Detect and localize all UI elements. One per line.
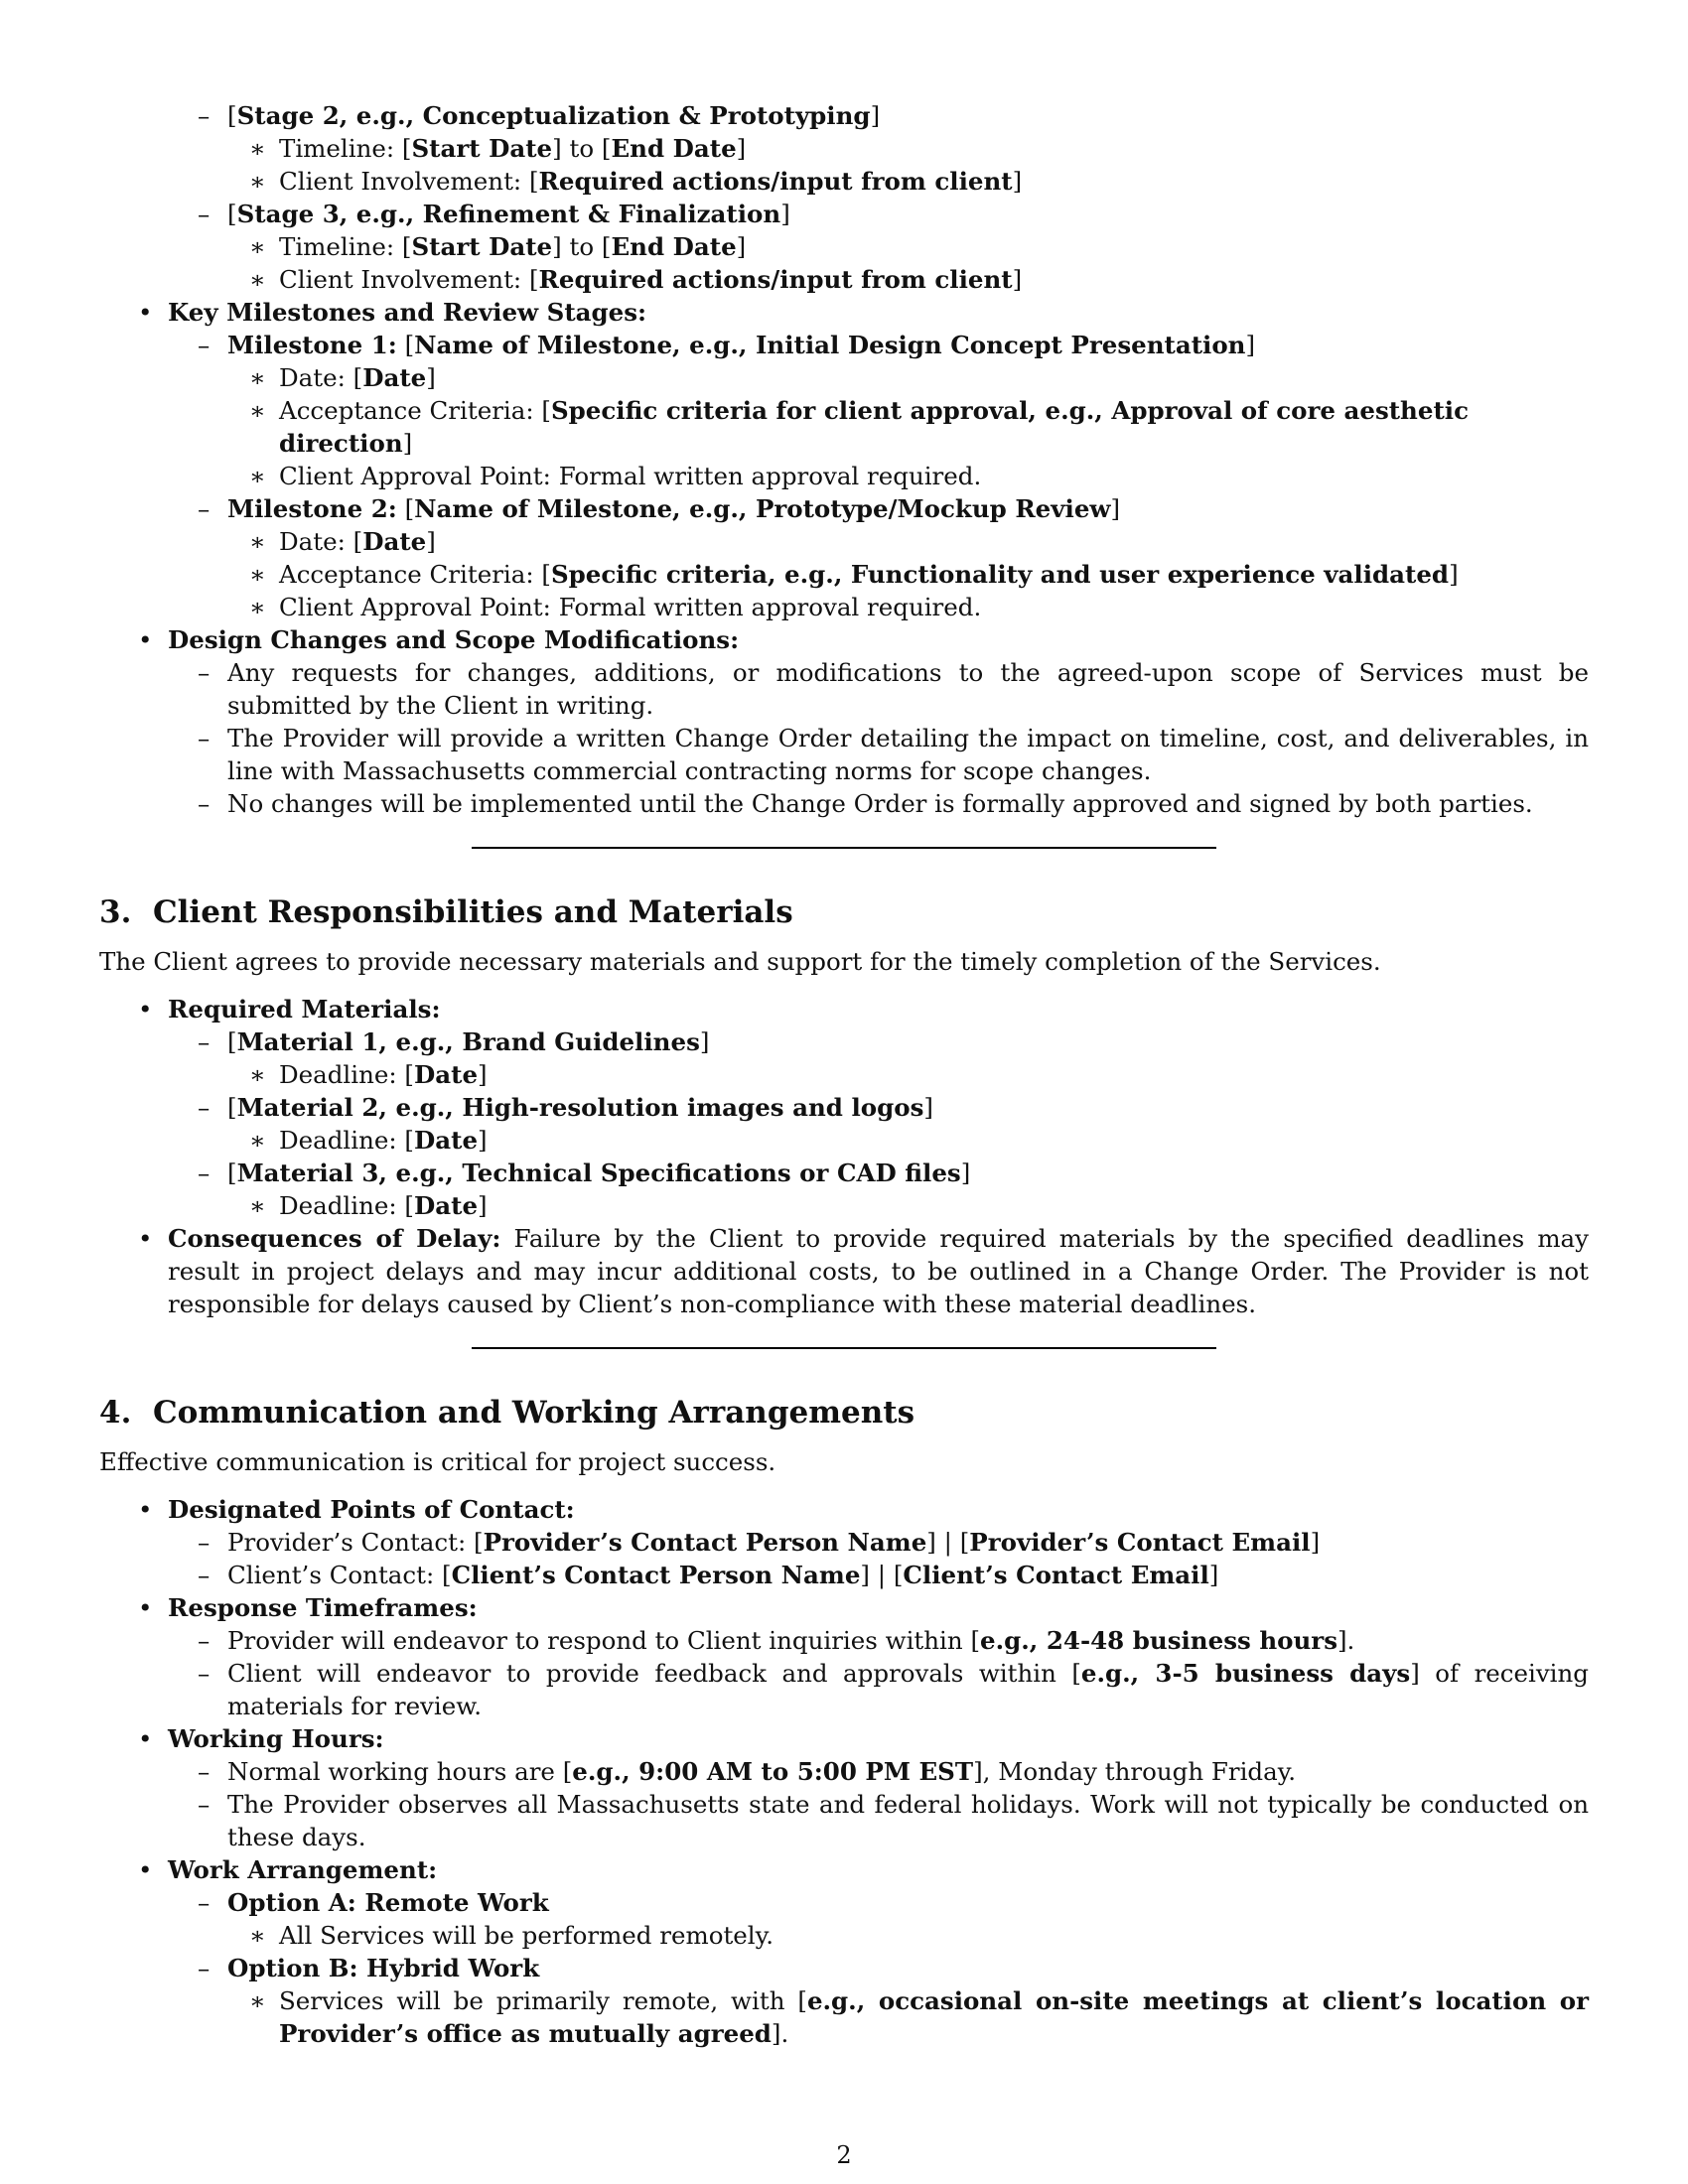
material-deadline: ∗ Deadline: [Date] xyxy=(249,1126,488,1155)
stage-item: – [Stage 2, e.g., Conceptualization & Prototyping] xyxy=(198,101,881,130)
section-4-intro: Effective communication is critical for project success. xyxy=(99,1447,776,1476)
option-b: – Option B: Hybrid Work xyxy=(198,1954,540,1982)
section-3-heading: 3. Client Responsibilities and Materials xyxy=(99,894,793,930)
response-heading: • Response Timeframes: xyxy=(138,1593,478,1622)
changes-item: – No changes will be implemented until the Change Order is formally approved and signed by both parties. xyxy=(198,789,1533,818)
option-a-text: ∗ All Services will be performed remotely. xyxy=(249,1921,774,1950)
milestone-item: – Milestone 1: [Name of Milestone, e.g., Initial Design Concept Presentation] xyxy=(198,331,1256,359)
materials-heading: • Required Materials: xyxy=(138,995,441,1024)
section-4-heading: 4. Communication and Working Arrangements xyxy=(99,1395,915,1431)
section-4-list xyxy=(99,1493,1589,2050)
material-deadline: ∗ Deadline: [Date] xyxy=(249,1191,488,1220)
stage-item: – [Stage 3, e.g., Refinement & Finalization] xyxy=(198,200,790,228)
milestone-criteria: ∗ Acceptance Criteria: [Specific criteria for client approval, e.g., Approval of core aesthetic direction] xyxy=(249,396,1469,458)
stage-timeline: ∗ Timeline: [Start Date] to [End Date] xyxy=(249,134,747,163)
page-number: 2 xyxy=(836,2141,852,2169)
section-3-intro: The Client agrees to provide necessary materials and support for the timely completion of the Services. xyxy=(99,947,1381,976)
option-b-text: ∗ Services will be primarily remote, with [e.g., occasional on-site meetings at client’s location or Provider’s office as mutually agreed]. xyxy=(249,1986,1589,2048)
milestone-date: ∗ Date: [Date] xyxy=(249,363,436,392)
response-item: – Provider will endeavor to respond to Client inquiries within [e.g., 24-48 business hours]. xyxy=(198,1626,1355,1655)
delay-consequences: • Consequences of Delay: Failure by the Client to provide required materials by the specified deadlines may result in project delays and may incur additional costs, to be outlined in a Change Order. The Provider is not responsible for delays caused by Client’s non-compliance with these material deadlines. xyxy=(138,1224,1590,1318)
changes-item: – The Provider will provide a written Change Order detailing the impact on timeline, cost, and deliverables, in line with Massachusetts commercial contracting norms for scope changes. xyxy=(198,724,1589,785)
stage-involvement: ∗ Client Involvement: [Required actions/input from client] xyxy=(249,265,1023,294)
hours-item: – Normal working hours are [e.g., 9:00 AM to 5:00 PM EST], Monday through Friday. xyxy=(198,1757,1297,1786)
material-item: – [Material 1, e.g., Brand Guidelines] xyxy=(198,1027,710,1056)
changes-item: – Any requests for changes, additions, or modifications to the agreed-upon scope of Services must be submitted by the Client in writing. xyxy=(198,658,1589,720)
milestone-approval: ∗ Client Approval Point: Formal written approval required. xyxy=(249,593,982,621)
section-divider xyxy=(472,1347,1216,1349)
milestones-heading: • Key Milestones and Review Stages: xyxy=(138,298,647,327)
document-page xyxy=(99,99,1589,2050)
hours-item: – The Provider observes all Massachusetts state and federal holidays. Work will not typically be conducted on these days. xyxy=(198,1790,1589,1851)
milestone-criteria: ∗ Acceptance Criteria: [Specific criteria, e.g., Functionality and user experience validated] xyxy=(249,560,1459,589)
stage-timeline: ∗ Timeline: [Start Date] to [End Date] xyxy=(249,232,747,261)
material-item: – [Material 2, e.g., High-resolution images and logos] xyxy=(198,1093,933,1122)
changes-heading: • Design Changes and Scope Modifications: xyxy=(138,625,740,654)
contacts-heading: • Designated Points of Contact: xyxy=(138,1495,575,1524)
response-item: – Client will endeavor to provide feedback and approvals within [e.g., 3-5 business days] of receiving materials for review. xyxy=(198,1659,1589,1720)
material-deadline: ∗ Deadline: [Date] xyxy=(249,1060,488,1089)
stage-involvement: ∗ Client Involvement: [Required actions/input from client] xyxy=(249,167,1023,196)
client-contact: – Client’s Contact: [Client’s Contact Person Name] | [Client’s Contact Email] xyxy=(198,1561,1219,1589)
milestone-item: – Milestone 2: [Name of Milestone, e.g., Prototype/Mockup Review] xyxy=(198,494,1121,523)
material-item: – [Material 3, e.g., Technical Specifications or CAD files] xyxy=(198,1159,971,1187)
provider-contact: – Provider’s Contact: [Provider’s Contact Person Name] | [Provider’s Contact Email] xyxy=(198,1528,1321,1557)
hours-heading: • Working Hours: xyxy=(138,1724,384,1753)
section-divider xyxy=(472,847,1216,849)
option-a: – Option A: Remote Work xyxy=(198,1888,549,1917)
milestone-date: ∗ Date: [Date] xyxy=(249,527,436,556)
milestone-approval: ∗ Client Approval Point: Formal written approval required. xyxy=(249,462,982,490)
arrangement-heading: • Work Arrangement: xyxy=(138,1855,438,1884)
section-3-list xyxy=(99,993,1589,1320)
